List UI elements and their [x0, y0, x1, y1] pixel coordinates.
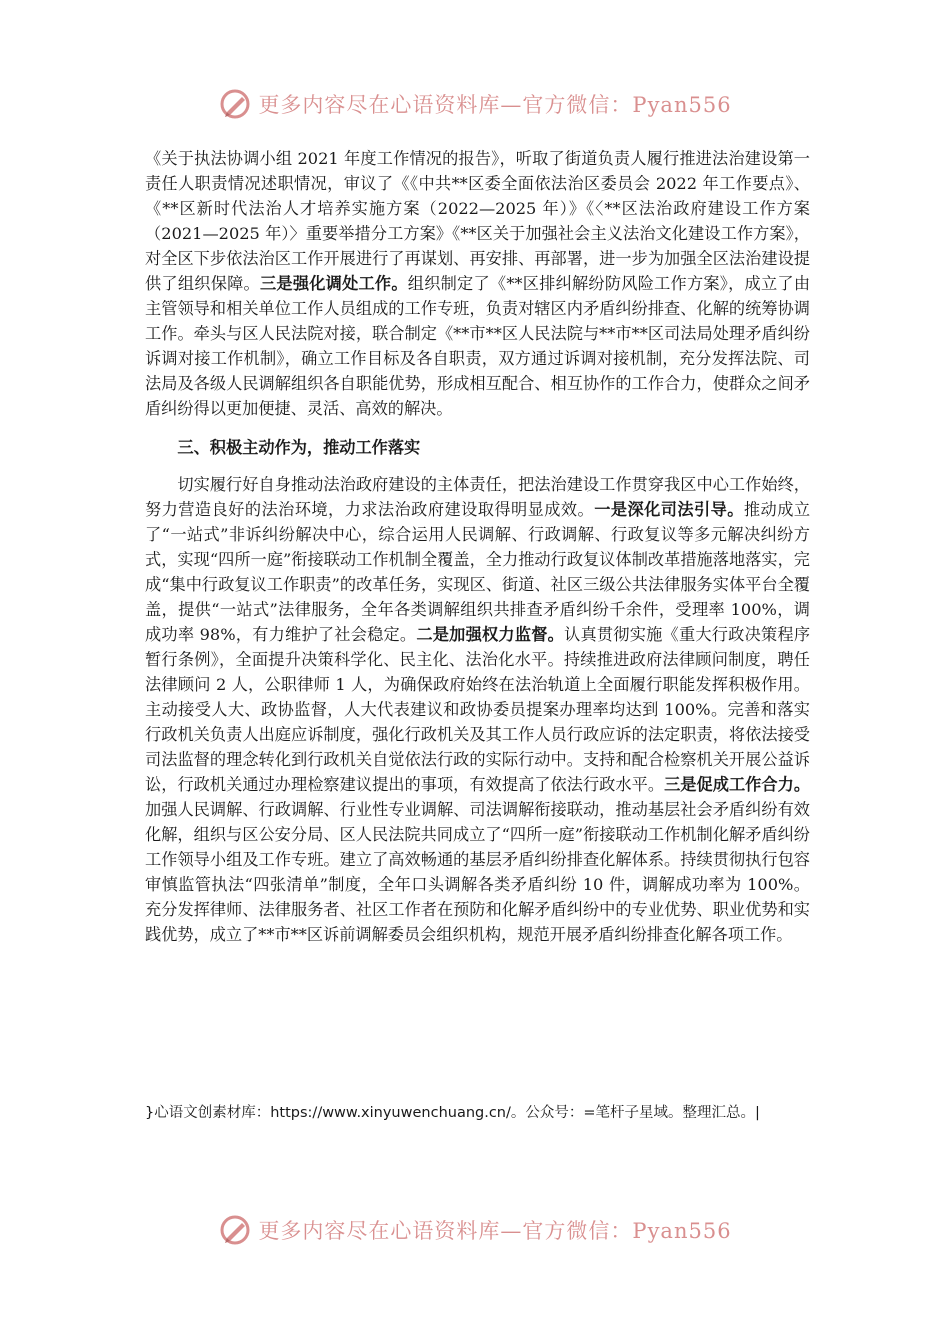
paragraph	[145, 146, 810, 421]
pen-logo-icon	[218, 1213, 252, 1247]
document-body	[145, 146, 810, 947]
pen-logo-icon	[218, 87, 252, 121]
banner-text: 更多内容尽在心语资料库—官方微信：Pyan556	[258, 1219, 732, 1243]
bold-lead: 二是加强权力监督。	[416, 625, 565, 644]
header-banner	[0, 82, 950, 126]
paragraph-text: 组织制定了《**区排纠解纷防风险工作方案》，成立了由主管领导和相关单位工作人员组成的工作专班，负责对辖区内矛盾纠纷排查、化解的统筹协调工作。牵头与区人民法院对接，联合制定《**市**区人民法院与**市**区司法局处理矛盾纠纷诉调对接工作机制》，确立工作目标及各自职责，双方通过诉调对接机制，充分发挥法院、司法局及各级人民调解组织各自职能优势，形成相互配合、相互协作的工作合力，使群众之间矛盾纠纷得以更加便捷、灵活、高效的解决。	[145, 274, 811, 418]
footer-banner	[0, 1208, 950, 1252]
banner-text: 更多内容尽在心语资料库—官方微信：Pyan556	[258, 93, 732, 117]
bold-lead: 一是深化司法引导。	[594, 500, 744, 519]
paragraph-text: 切实履行好自身推动法治政府建设的主体责任，把法治建设工作贯穿我区中心工作始终，努力营造良好的法治环境，力求法治政府建设取得明显成效。	[145, 475, 810, 519]
paragraph	[145, 472, 810, 947]
bold-lead: 三是促成工作合力。	[664, 775, 811, 794]
bold-lead: 三是强化调处工作。	[259, 274, 408, 293]
source-note: }心语文创素材库：https://www.xinyuwenchuang.cn/。公众号：=笔杆子星域。整理汇总。|	[145, 1105, 760, 1121]
paragraph-text: 推动成立了“一站式”非诉纠纷解决中心，综合运用人民调解、行政调解、行政复议等多元解决纠纷方式，实现“四所一庭”衔接联动工作机制全覆盖，全力推动行政复议体制改革措施落地落实，完成“集中行政复议工作职责”的改革任务，实现区、街道、社区三级公共法律服务实体平台全覆盖，提供“一站式”法律服务，全年各类调解组织共排查矛盾纠纷千余件，受理率 100%，调成功率 98%，有力维护了社会稳定。	[145, 500, 811, 644]
paragraph-text: 认真贯彻实施《重大行政决策程序暂行条例》，全面提升决策科学化、民主化、法治化水平。持续推进政府法律顾问制度，聘任法律顾问 2 人，公职律师 1 人，为确保政府始终在法治轨道上全面履行职能发挥积极作用。主动接受人大、政协监督，人大代表建议和政协委员提案办理率均达到 100%。完善和落实行政机关负责人出庭应诉制度，强化行政机关及其工作人员行政应诉的法定职责，将依法接受司法监督的理念转化到行政机关自觉依法行政的实际行动中。支持和配合检察机关开展公益诉讼，行政机关通过办理检察建议提出的事项，有效提高了依法行政水平。	[145, 625, 811, 794]
section-heading: 三、积极主动作为，推动工作落实	[177, 438, 421, 457]
paragraph-text: 加强人民调解、行政调解、行业性专业调解、司法调解衔接联动，推动基层社会矛盾纠纷有效化解，组织与区公安分局、区人民法院共同成立了“四所一庭”衔接联动工作机制化解矛盾纠纷工作领导小组及工作专班。建立了高效畅通的基层矛盾纠纷排查化解体系。持续贯彻执行包容审慎监管执法“四张清单”制度，全年口头调解各类矛盾纠纷 10 件，调解成功率为 100%。充分发挥律师、法律服务者、社区工作者在预防和化解矛盾纠纷中的专业优势、职业优势和实践优势，成立了**市**区诉前调解委员会组织机构，规范开展矛盾纠纷排查化解各项工作。	[145, 800, 810, 944]
paragraph-text: 《关于执法协调小组 2021 年度工作情况的报告》，听取了街道负责人履行推进法治建设第一责任人职责情况述职情况，审议了《《中共**区委全面依法治区委员会 2022 年工作要点》、《**区新时代法治人才培养实施方案（2022—2025 年）》《〈**区法治政府建设工作方案（2021—2025 年）〉重要举措分工方案》《**区关于加强社会主义法治文化建设工作方案》，对全区下步依法治区工作开展进行了再谋划、再安排、再部署，进一步为加强全区法治建设提供了组织保障。	[145, 149, 810, 293]
